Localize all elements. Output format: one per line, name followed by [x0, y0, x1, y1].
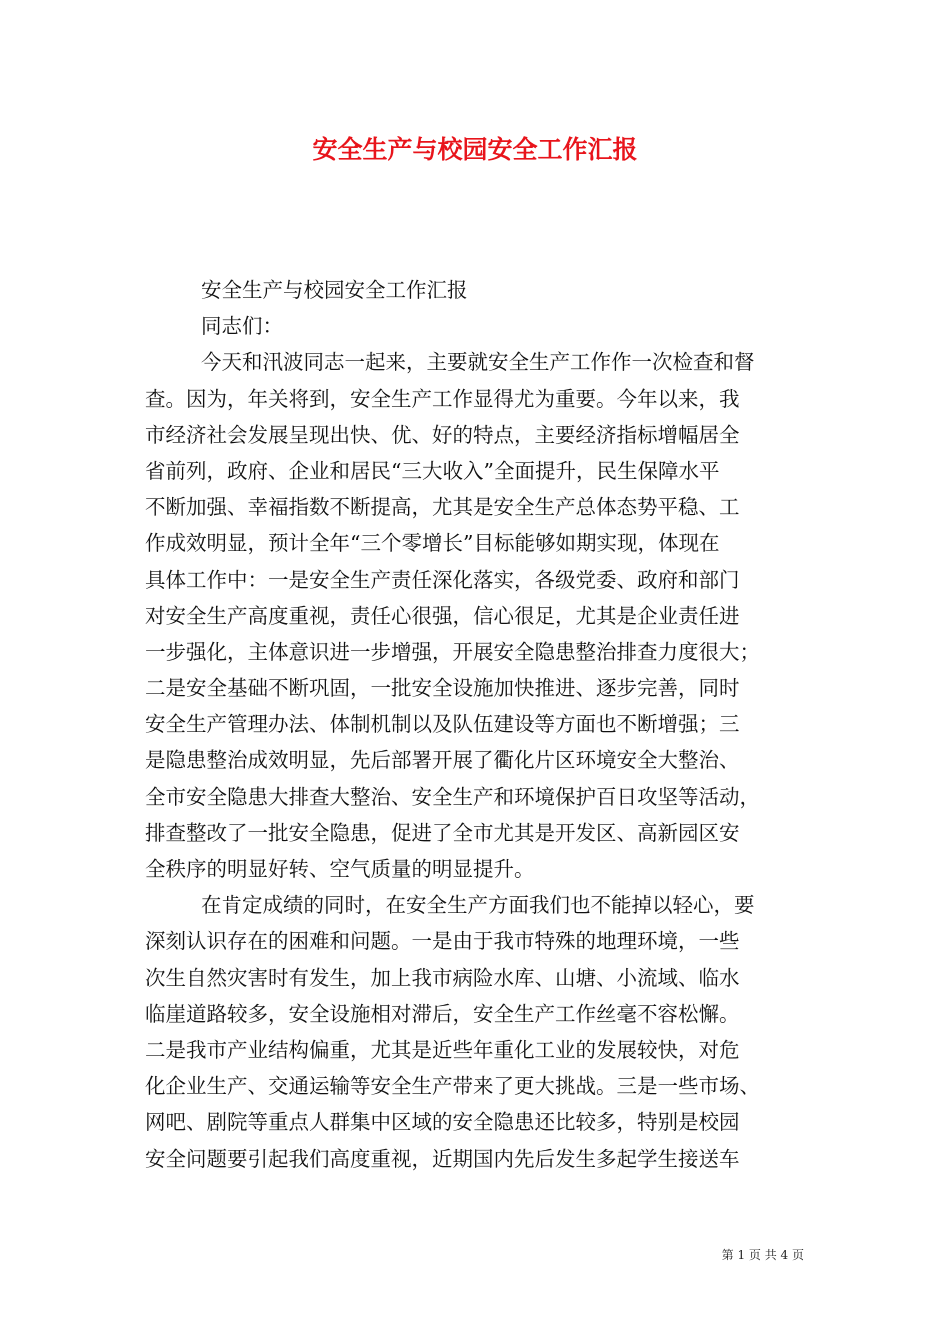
paragraph-1-line: 不断加强、幸福指数不断提高，尤其是安全生产总体态势平稳、工 — [145, 495, 740, 520]
paragraph-1-line: 市经济社会发展呈现出快、优、好的特点，主要经济指标增幅居全 — [145, 422, 740, 447]
body-salutation: 同志们： — [201, 314, 283, 339]
paragraph-2-line: 在肯定成绩的同时，在安全生产方面我们也不能掉以轻心，要 — [201, 893, 755, 918]
paragraph-1-line: 排查整改了一批安全隐患，促进了全市尤其是开发区、高新园区安 — [145, 820, 740, 845]
paragraph-1-line: 查。因为，年关将到，安全生产工作显得尤为重要。今年以来，我 — [145, 386, 740, 411]
paragraph-1-line: 全秩序的明显好转、空气质量的明显提升。 — [145, 857, 535, 881]
body-subtitle: 安全生产与校园安全工作汇报 — [201, 278, 468, 302]
paragraph-2-line: 临崖道路较多，安全设施相对滞后，安全生产工作丝毫不容松懈。 — [145, 1001, 740, 1026]
paragraph-2-line: 网吧、剧院等重点人群集中区域的安全隐患还比较多，特别是校园 — [145, 1110, 740, 1135]
paragraph-1-line: 是隐患整治成效明显，先后部署开展了衢化片区环境安全大整治、 — [145, 748, 740, 773]
paragraph-1-line: 二是安全基础不断巩固，一批安全设施加快推进、逐步完善，同时 — [145, 676, 740, 701]
document-body — [145, 272, 817, 1177]
paragraph-1-line: 省前列，政府、企业和居民“三大收入”全面提升，民生保障水平 — [145, 458, 720, 483]
paragraph-1-line: 作成效明显，预计全年“三个零增长”目标能够如期实现，体现在 — [145, 531, 720, 556]
paragraph-2-line: 安全问题要引起我们高度重视，近期国内先后发生多起学生接送车 — [145, 1146, 740, 1171]
paragraph-2-line: 二是我市产业结构偏重，尤其是近些年重化工业的发展较快，对危 — [145, 1037, 740, 1062]
paragraph-2-line: 次生自然灾害时有发生，加上我市病险水库、山塘、小流域、临水 — [145, 965, 740, 990]
paragraph-2-line: 化企业生产、交通运输等安全生产带来了更大挑战。三是一些市场、 — [145, 1074, 760, 1099]
paragraph-1-line: 具体工作中：一是安全生产责任深化落实，各级党委、政府和部门 — [145, 567, 740, 592]
paragraph-2-line: 深刻认识存在的困难和问题。一是由于我市特殊的地理环境，一些 — [145, 929, 740, 954]
document-title: 安全生产与校园安全工作汇报 — [312, 135, 638, 164]
paragraph-1-line: 一步强化，主体意识进一步增强，开展安全隐患整治排查力度很大； — [145, 639, 760, 664]
paragraph-1-line: 全市安全隐患大排查大整治、安全生产和环境保护百日攻坚等活动， — [145, 784, 760, 809]
paragraph-1-line: 对安全生产高度重视，责任心很强，信心很足，尤其是企业责任进 — [145, 603, 740, 628]
page-number-footer: 第 1 页 共 4 页 — [721, 1248, 804, 1262]
paragraph-1-line: 安全生产管理办法、体制机制以及队伍建设等方面也不断增强；三 — [145, 712, 740, 737]
paragraph-1-line: 今天和汛波同志一起来，主要就安全生产工作作一次检查和督 — [201, 350, 755, 375]
